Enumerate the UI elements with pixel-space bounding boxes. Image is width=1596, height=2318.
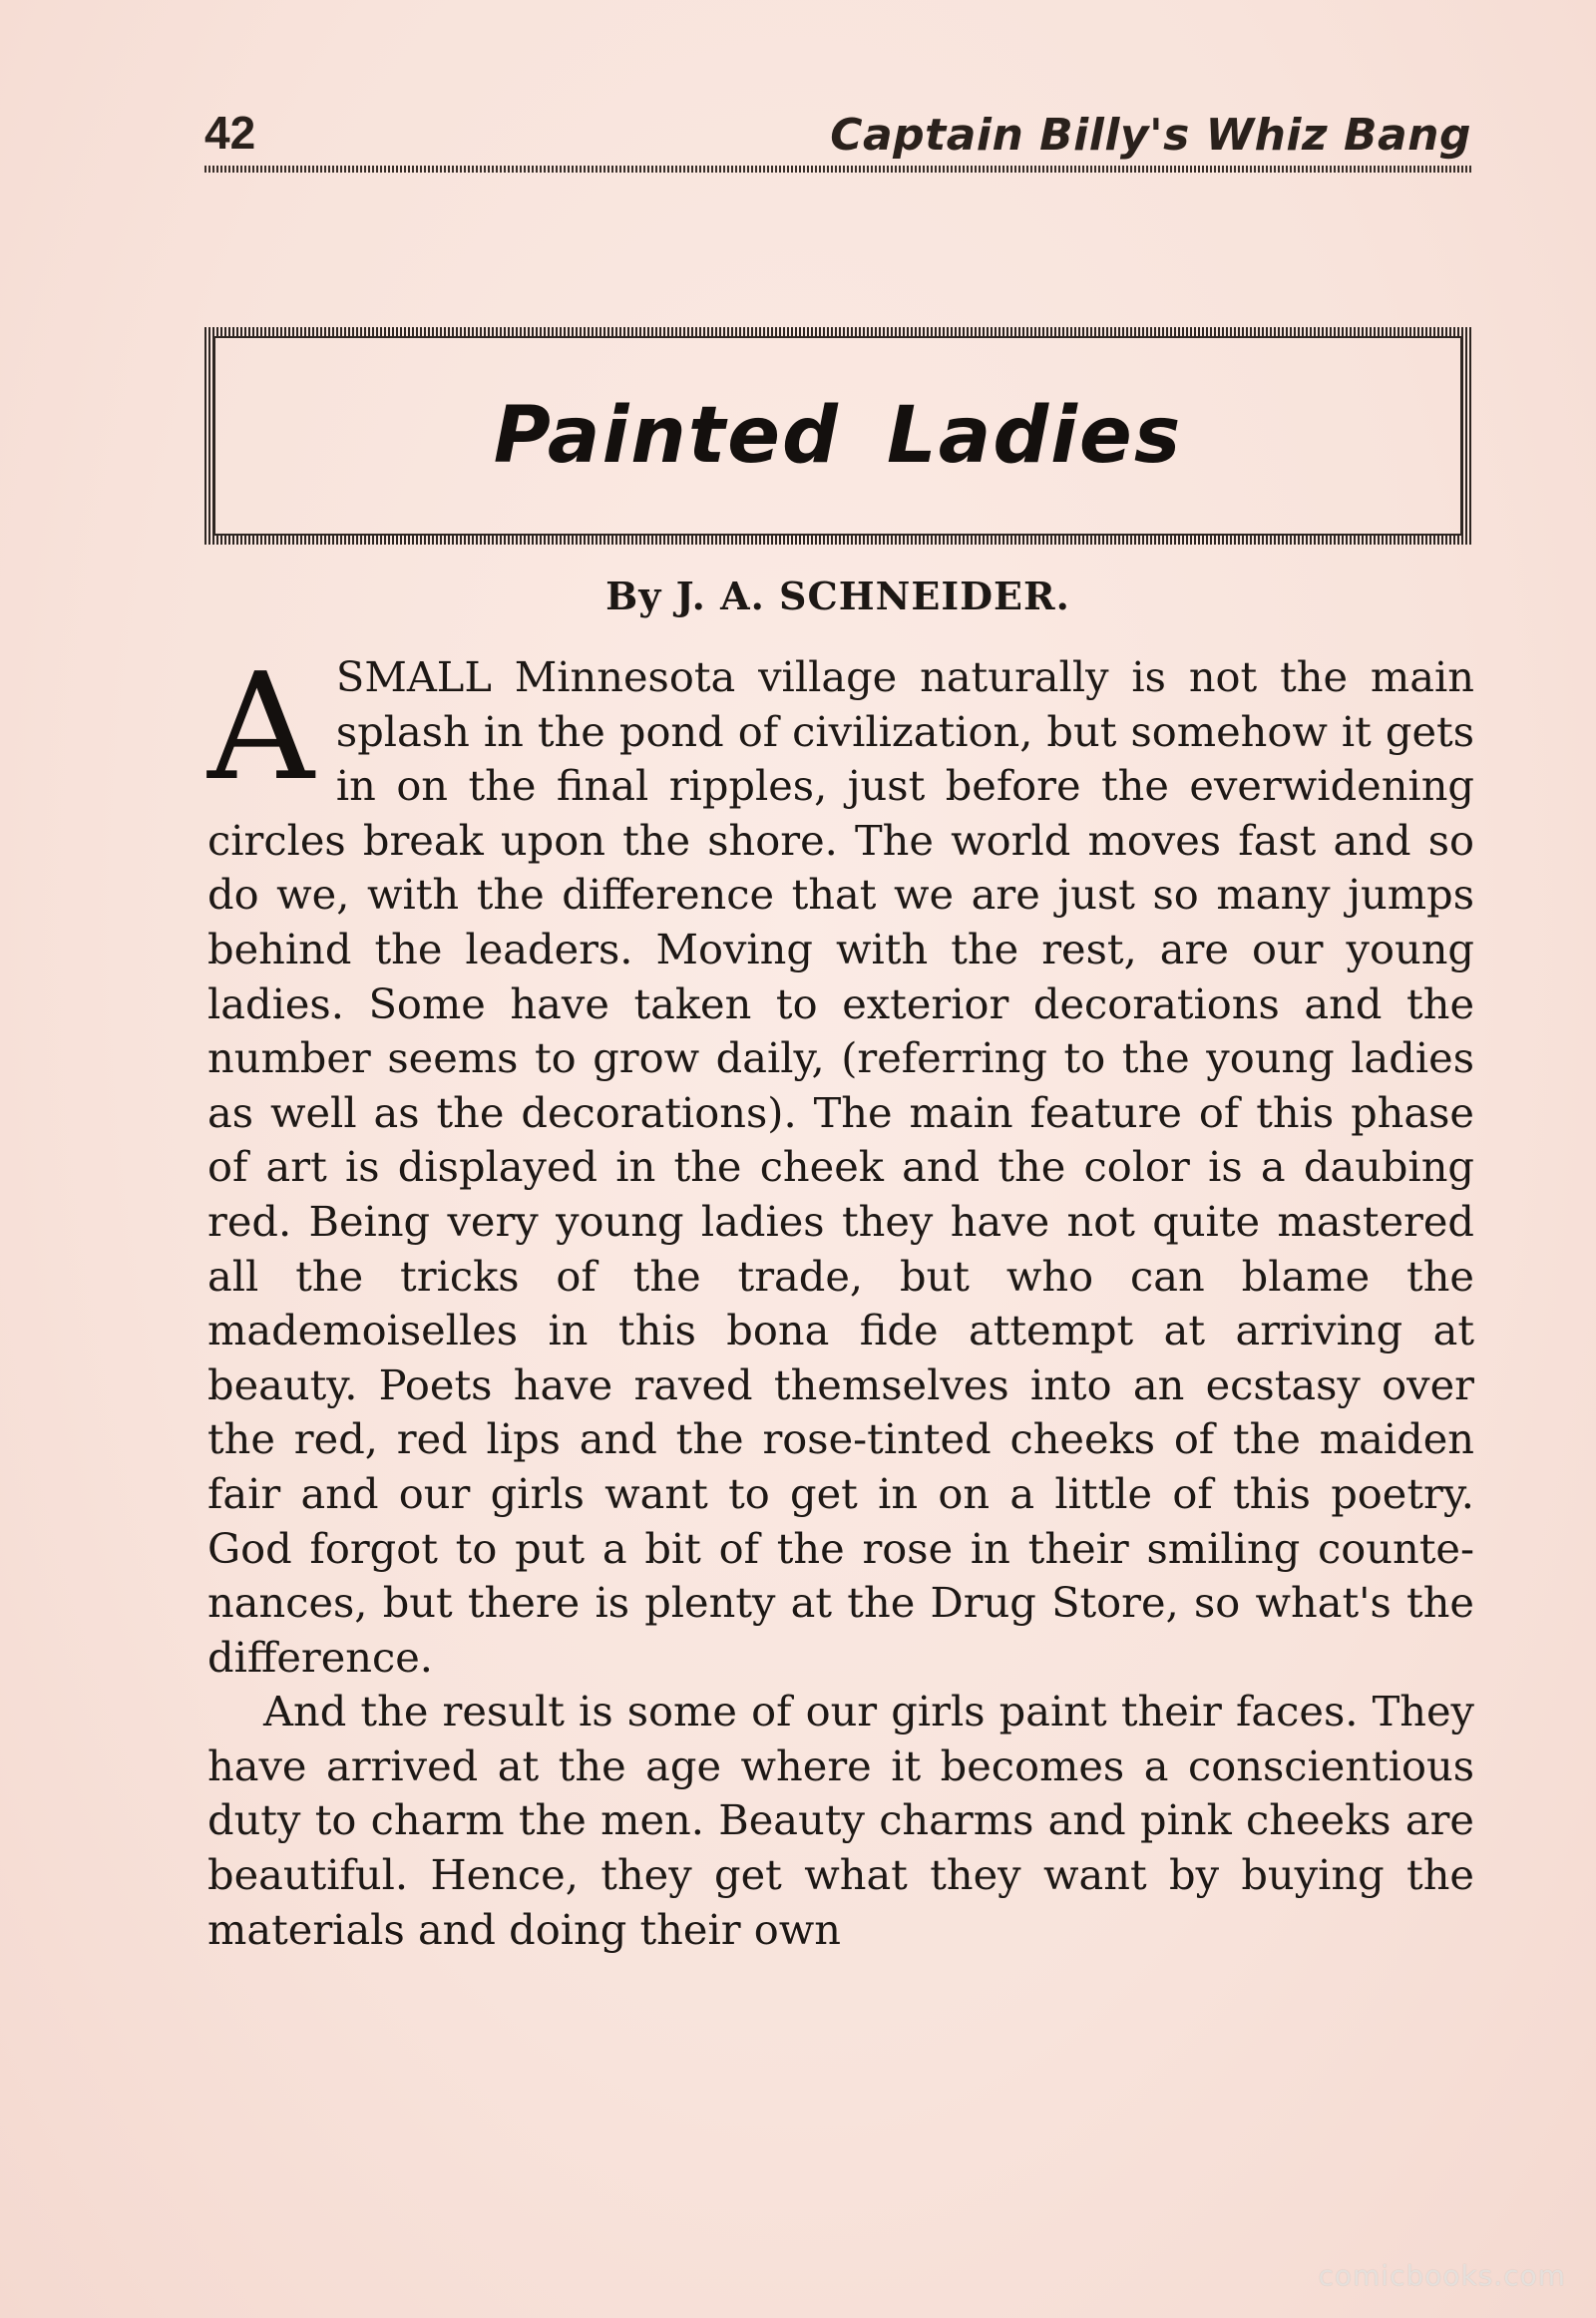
byline: By J. A. SCHNEIDER. [605,574,1070,618]
paragraph-2: And the result is some of our girls paint their faces. They have arrived at the age where it becomes a conscientious duty to charm the men. Beauty charms and pink cheeks are beautiful. Hence, they get what they want by buying the materials and doing their own [207,1687,1474,1954]
running-head [204,100,1471,170]
page-number: 42 [204,107,256,159]
watermark: comicbooks.com [1318,2259,1566,2292]
title-box [204,327,1471,545]
drop-cap: A [207,641,314,813]
article-body [207,641,1474,1957]
journal-title: Captain Billy's Whiz Bang [830,110,1471,161]
paragraph-1 [207,641,1474,1685]
header-rule [204,166,1471,173]
article-title: Painted Ladies [493,391,1183,481]
paragraph-1-text: SMALL Minnesota village naturally is not the main splash in the pond of civilization, but somehow it gets in on the final ripples, just before the everwidening circles break upon the shore. The world moves fast and so do we, with the difference that we are just so many jumps behind the leaders. Moving with the rest, are our young ladies. Some have taken to exterior decorations and the number seems to grow daily, (referring to the young ladies as well as the decorations). The main feature of this phase of art is displayed in the cheek and the color is a daubing red. Being very young ladies they have not quite mastered all the tricks of the trade, but who can blame the mademoiselles in this bona fide attempt at arriving at beauty. Poets have raved themselves into an ecstasy over the red, red lips and the rose-tinted cheeks of the maiden fair and our girls want to get in on a little of this poetry. God forgot to put a bit of the rose in their smiling countenances, but there is plenty at the Drug Store, so what's the difference. [207,652,1474,1682]
title-box-inner [215,338,1460,534]
